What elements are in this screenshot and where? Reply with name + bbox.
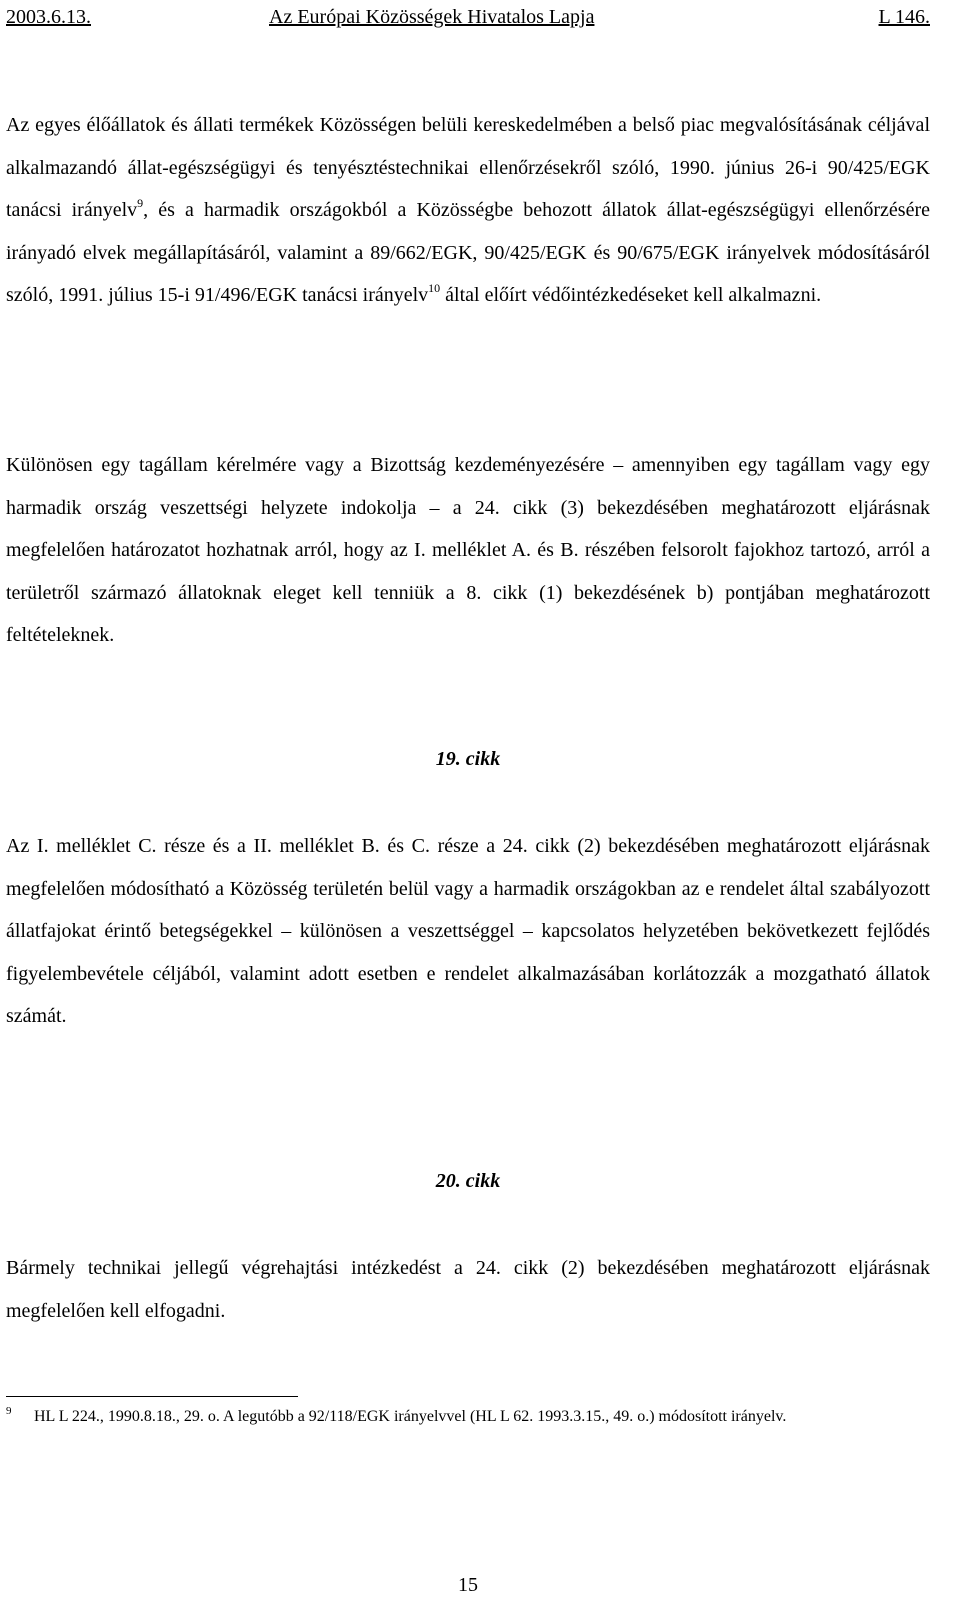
footnote-divider bbox=[6, 1396, 298, 1397]
header-date: 2003.6.13. bbox=[6, 6, 91, 28]
paragraph-protective-measures bbox=[6, 104, 930, 317]
paragraph-article-19: Az I. melléklet C. része és a II. melléklet B. és C. része a 24. cikk (2) bekezdésében meghatározott eljárásnak megfelelően módosítható a Közösség területén belül vagy a harmadik országokban az e rendelet által szabályozott állatfajokat érintő betegségekkel – különösen a veszettséggel – kapcsolatos helyzetében bekövetkezett fejlődés figyelembevétele céljából, valamint adott esetben e rendelet alkalmazásában korlátozzák a mozgatható állatok számát. bbox=[6, 835, 930, 1027]
header-journal-title: Az Európai Közösségek Hivatalos Lapja bbox=[269, 6, 595, 28]
paragraph-rabies-situation: Különösen egy tagállam kérelmére vagy a Bizottság kezdeményezésére – amennyiben egy tagállam vagy egy harmadik ország veszettségi helyzete indokolja – a 24. cikk (3) bekezdésében meghatározott eljárásnak megfelelően határozatot hozhatnak arról, hogy az I. melléklet A. és B. részében felsorolt fajokhoz tartozó, arról a területről származó állatoknak eleget kell tenniük a 8. cikk (1) bekezdésének b) pontjában meghatározott feltételeknek. bbox=[6, 454, 930, 646]
paragraph-text: , és a harmadik országokból a Közösségbe behozott állatok állat-egészségügyi ellenőrzésére irányadó elvek megállapításáról, valamint a 89/662/EGK, 90/425/EGK és 90/675/EGK irányelvek módosításáról szóló, 1991. július 15-i 91/496/EGK tanácsi irányelv bbox=[6, 199, 930, 306]
page-header bbox=[6, 6, 930, 36]
paragraph-text: Az egyes élőállatok és állati termékek Közösségen belüli kereskedelmében a belső piac megvalósításának céljával alkalmazandó állat-egészségügyi és tenyésztéstechnikai ellenőrzésekről szóló, 1990. június 26-i 90/425/EGK tanácsi irányelv bbox=[6, 114, 930, 221]
footnote-text: HL L 224., 1990.8.18., 29. o. A legutóbb a 92/118/EGK irányelvvel (HL L 62. 1993.3.15., 49. o.) módosított irányelv. bbox=[34, 1408, 787, 1425]
paragraph-text: által előírt védőintézkedéseket kell alkalmazni. bbox=[440, 284, 822, 306]
page-number: 15 bbox=[458, 1574, 478, 1596]
paragraph-article-20: Bármely technikai jellegű végrehajtási intézkedést a 24. cikk (2) bekezdésében meghatározott eljárásnak megfelelően kell elfogadni. bbox=[6, 1257, 930, 1322]
footnote-number: 9 bbox=[6, 1405, 12, 1417]
article-19-title: 19. cikk bbox=[435, 748, 501, 770]
footnote-reference: 10 bbox=[428, 281, 441, 295]
header-issue-number: L 146. bbox=[878, 6, 930, 28]
footnote-reference: 9 bbox=[137, 196, 144, 210]
footnote bbox=[6, 1406, 930, 1427]
article-20-title: 20. cikk bbox=[435, 1170, 501, 1192]
